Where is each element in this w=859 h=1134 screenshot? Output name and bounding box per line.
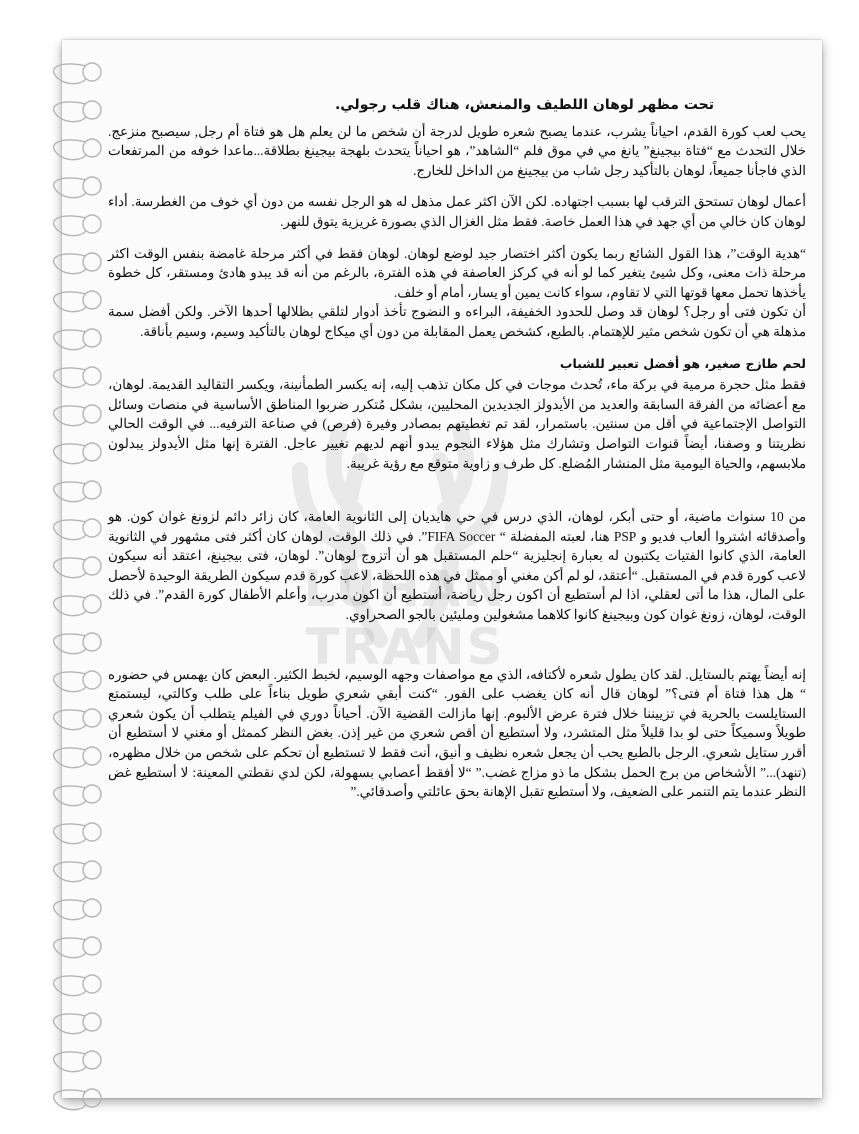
binding-ring: [54, 64, 86, 84]
binding-ring: [54, 292, 86, 312]
binding-ring: [54, 862, 86, 882]
binding-ring: [54, 900, 86, 920]
binding-ring: [54, 330, 86, 350]
paragraph-6: من 10 سنوات ماضية، أو حتى أبكر، لوهان، الذي درس في حي هايديان إلى الثانوية العامة، كان زائر دائم لزونغ غوان كون. هو وأصدقائه اشتروا ألعاب فديو و PSP هنا، لعبته المفضلة “ FIFA Soccer”. في ذلك الوقت، لوهان كان أكثر فتى مشهور في الثانوية العامة، الذي كانوا الفتيات يكتبون له بعبارة إنجليزية “حلم المستقبل هو أن أتزوج لوهان”. لوهان، فتى بيجينغ، اعتقد أنه سيكون لاعب كورة قدم في المستقبل. “أعتقد، لو لم أكن مغني أو ممثل في هذه اللحظة، لاعب كورة قدم سيكون الطريقة الوحيدة لأحصل على المال، هذا ما أتى لعقلي، اذا لم أستطيع أن اكون رجل رياضة، أستطيع أن اكون مدرب، وأعلم الأطفال كورة القدم”. في ذلك الوقت، لوهان، زونغ غوان كون وبيجينغ كانوا كلاهما مشغولين ومليئين بالجو الصحراوي.: [108, 509, 806, 623]
binding-ring: [54, 216, 86, 236]
paragraph-3: “هدية الوقت”، هذا القول الشائع ربما يكون أكثر اختصار جيد لوضع لوهان. لوهان فقط في أكثر مرحلة غامضة بنفس الوقت اكثر مرحلة ذات معنى، وكل شيئ يتغير كما لو أنه في كركز العاصفة في هذه الفترة، بالرغم من أنه قد يبدو هادئ ومستقر، كل خطوة يأخذها تحمل معها قوتها التي لا تقاوم، سواء كانت يمين أو يسار، أمام أو خلف.: [108, 245, 806, 300]
binding-ring: [54, 976, 86, 996]
binding-ring: [54, 140, 86, 160]
binding-ring: [54, 786, 86, 806]
paragraph-7: إنه أيضاً يهتم بالستايل. لقد كان يطول شعره لأكتافه، الذي مع مواصفات وجهه الوسيم، لخبط الكثير. البعض كان يهمس في حضوره “ هل هذا فتاة أم فتى؟” لوهان قال أنه كان يغضب على الفور. “كنت أبقي شعري طويل بناءاً على طلب وكالتي، ليستمتع الستايلست بالحرية في تزييننا خلال فترة عرض الألبوم. إنها مازالت القضية الآن. أحياناً دوري في الفيلم يتطلب أن يكون شعري طويلاً وسميكاً حتى لو بدا قليلاً مثل المتشرد، ولا أستطيع أن أقص شعري من غير إذن. بغض النظر كممثل أو مغني لا أستطيع أن أقرر ستايل شعري. الرجل بالطبع يحب أن يجعل شعره نظيف و أنيق، أنت فقط لا تستطيع أن تحكم على شخص من خلال مظهره، (تنهد)...” الأشخاص من برج الحمل بشكل ما ذو مزاج غضب.” “لا أفقط أعصابي بسهولة، لكن لدي نقطتي المعينة: لا أستطيع غض النظر عندما يتم التنمر على الضعيف، ولا أستطيع تقبل الإهانة بحق عائلتي وأصدقائي.”: [108, 666, 806, 800]
binding-ring: [54, 824, 86, 844]
binding-ring: [54, 406, 86, 426]
binding-ring: [54, 254, 86, 274]
binding-ring: [54, 178, 86, 198]
article: [108, 96, 806, 802]
paragraph-2: أعمال لوهان تستحق الترقب لها بسبب اجتهاده. لكن الآن اكثر عمل مذهل له هو الرجل نفسه من دون أي خوف من الغطرسة. أداء لوهان كان خالي من أي جهد في هذا العمل خاصة. فقط مثل الغزال الذي بصورة غريزية يتوق للنهر.: [108, 194, 806, 229]
paragraph-1: يحب لعب كورة القدم، احياناً يشرب، عندما يصبح شعره طويل لدرجة أن شخص ما لن يعلم هل هو فتاة أم رجل, سيصبح منزعج. خلال التحدث مع “فتاة بيجينغ” يانغ مي في موق فلم “الشاهد”، هو احياناً يتحدث بلهجة بيجينغ بطلاقة...ماعدا خوفه من المرتفعات الذي فاجأنا جميعاً، لوهان بالتأكيد رجل شاب من بيجينغ من الداخل للخارج.: [108, 123, 806, 178]
binding-ring: [54, 1014, 86, 1034]
binding-ring: [54, 444, 86, 464]
binding-ring: [54, 558, 86, 578]
binding-ring: [54, 710, 86, 730]
binding-ring: [54, 482, 86, 502]
binding-ring: [54, 748, 86, 768]
binding-ring: [54, 1052, 86, 1072]
binding-ring: [54, 1090, 86, 1110]
article-title: تحت مظهر لوهان اللطيف والمنعش، هناك قلب رجولي.: [334, 97, 714, 113]
binding-ring: [54, 596, 86, 616]
binding-ring: [54, 368, 86, 388]
binding-ring: [54, 938, 86, 958]
binding-ring: [54, 102, 86, 122]
paragraph-5: فقط مثل حجرة مرمية في بركة ماء، تُحدث موجات في كل مكان تذهب إليه، إنه يكسر الطمأنينة، ويكسر التقاليد القديمة. لوهان، مع أعضائه من الفرقة السابقة والعديد من الأيدولز الجديدين المحليين، بشكل مُتكرر ضربوا المناطق الأساسية في منصات وسائل التواصل الإجتماعية في أقل من سنتين. باستمرار، لقد تم تغطيتهم بمصادر وفيرة (فرص) في صناعة الترفيه... في الوقت الحالي نظريتنا و وصفنا، أيضاً قنوات التواصل وتشارك مثل هؤلاء النجوم يبدو أنهم لديهم تغيير عاجل. الفترة إنها مثل الأيدولز يبدلون ملابسهم، والحياة اليومية مثل المنشار المُضلع. كل طرف و زاوية متوقع مع رؤية غريبة.: [108, 377, 806, 471]
binding-ring: [54, 672, 86, 692]
binding-ring: [54, 634, 86, 654]
binding-ring: [54, 520, 86, 540]
paragraph-4: أن تكون فتى أو رجل؟ لوهان قد وصل للحدود الخفيفة، البراءه و النضوج تأخذ أدوار لتلقي بظلالها أحدها الآخر. ولكن أفضل سمة مذهلة هي أن تكون شخص مثير للإهتمام. بالطبع، كشخص يعمل المقابلة من دون أي ميكاج لوهان بالتأكيد وسيم، وسيم بأناقة.: [108, 304, 806, 339]
section-subtitle: لحم طازج صغير، هو أفضل تعبير للشباب: [559, 355, 806, 371]
watermark-text: LUHAN TRANS: [303, 560, 507, 676]
spiral-binding: [0, 0, 120, 1134]
